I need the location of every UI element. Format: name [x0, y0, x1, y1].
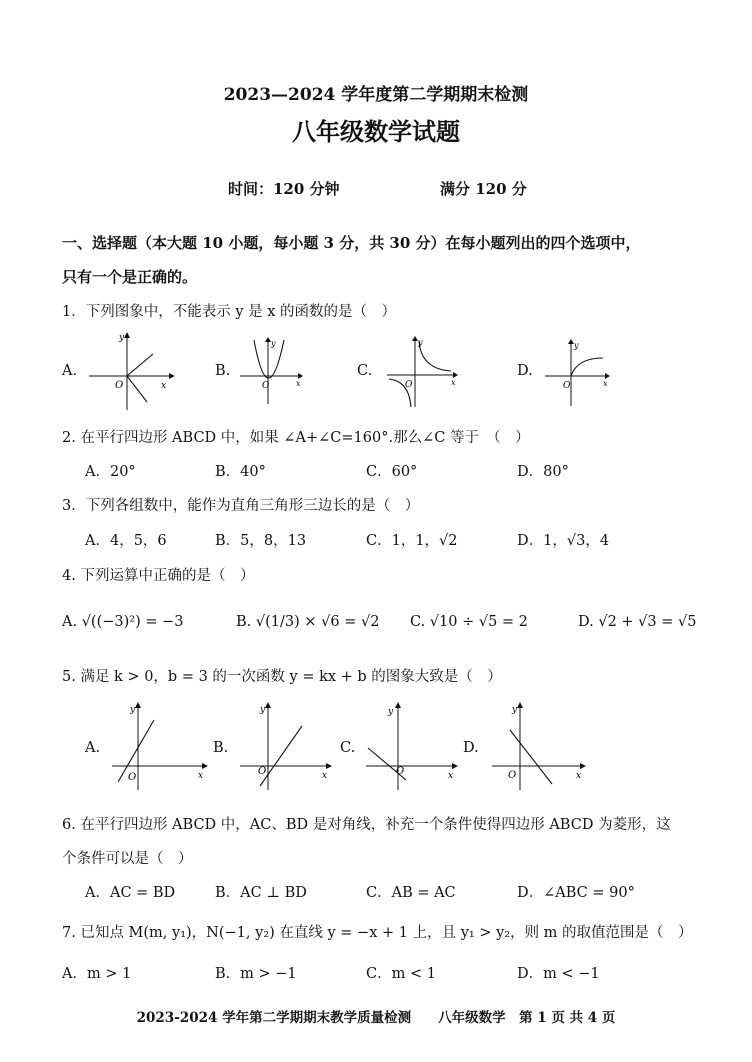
q1b-y-label: y [271, 339, 276, 348]
q1-graph-b [238, 336, 304, 408]
q5-graph-d [490, 700, 590, 792]
q1-label-c: C. [357, 363, 373, 379]
q5b-x-label: x [322, 771, 328, 781]
q7-option-a: A．m > 1 [62, 966, 132, 982]
q1c-origin: O [405, 380, 413, 390]
q5d-x-label: x [576, 771, 582, 781]
question-1-stem: 1．下列图象中，不能表示 y 是 x 的函数的是（ ） [62, 304, 397, 320]
q1d-x-label: x [603, 379, 608, 388]
q1b-x-label: x [296, 379, 301, 388]
q1-label-d: D. [517, 363, 533, 379]
q1-label-a: A. [62, 363, 78, 379]
q5b-origin: O [258, 766, 267, 777]
q1-graph-c [385, 335, 459, 409]
q1c-y-label: y [418, 338, 423, 347]
question-6-stem-line2: 个条件可以是（ ） [62, 851, 193, 867]
q5-graph-c [364, 700, 460, 792]
q5-label-c: C. [340, 740, 356, 756]
q5a-x-label: x [198, 771, 204, 781]
q4-option-d: D. √2 + √3 = √5 [578, 614, 697, 630]
question-5-stem: 5. 满足 k > 0，b = 3 的一次函数 y = kx + b 的图象大致是（ ） [62, 669, 502, 685]
q5a-origin: O [128, 772, 137, 783]
q7-option-b: B．m > −1 [215, 966, 297, 982]
q3-option-b: B．5，8，13 [215, 533, 307, 549]
question-2-stem: 2. 在平行四边形 ABCD 中，如果 ∠A+∠C=160°.那么∠C 等于 （ ） [62, 430, 530, 446]
q1b-origin: O [262, 381, 270, 391]
q5-label-d: D. [463, 740, 479, 756]
q5-label-a: A. [85, 740, 101, 756]
q6-option-c: C．AB = AC [366, 885, 456, 901]
q7-option-d: D．m < −1 [517, 966, 600, 982]
q5-graph-a [110, 700, 210, 792]
page-title: 八年级数学试题 [292, 117, 460, 146]
exam-subtitle: 2023—2024 学年度第二学期期末检测 [223, 85, 529, 105]
q2-option-b: B．40° [215, 464, 266, 480]
q1-graph-d [543, 338, 611, 408]
q1a-origin: O [115, 380, 124, 391]
q1c-x-label: x [451, 378, 456, 387]
q2-option-c: C．60° [366, 464, 418, 480]
q7-option-c: C．m < 1 [366, 966, 436, 982]
q5c-origin: O [396, 766, 405, 777]
q4-option-a: A. √((−3)²) = −3 [62, 614, 184, 630]
q5d-y-label: y [512, 705, 518, 715]
question-4-stem: 4. 下列运算中正确的是（ ） [62, 568, 255, 584]
q4-option-c: C. √10 ÷ √5 = 2 [410, 614, 528, 630]
q4-option-b: B. √(1/3) × √6 = √2 [236, 614, 380, 630]
q6-option-a: A．AC = BD [85, 885, 176, 901]
q5-graph-b [238, 700, 334, 792]
q1-label-b: B. [215, 363, 231, 379]
section-heading-line2: 只有一个是正确的。 [62, 268, 198, 286]
q6-option-b: B．AC ⊥ BD [215, 885, 307, 901]
q5c-x-label: x [448, 771, 454, 781]
q1d-y-label: y [574, 341, 579, 350]
q5b-y-label: y [260, 705, 266, 715]
q5d-origin: O [508, 770, 517, 781]
exam-score: 满分 120 分 [440, 180, 527, 198]
q1-graph-a [85, 330, 175, 412]
question-6-stem-line1: 6. 在平行四边形 ABCD 中，AC、BD 是对角线，补充一个条件使得四边形 ABCD 为菱形，这 [62, 817, 671, 833]
section-heading-line1: 一、选择题（本大题 10 小题，每小题 3 分，共 30 分）在每小题列出的四个选项中， [62, 234, 641, 252]
q3-option-c: C．1，1，√2 [366, 533, 458, 549]
q1d-origin: O [563, 381, 571, 391]
question-7-stem: 7. 已知点 M(m, y₁)，N(−1, y₂) 在直线 y = −x + 1 上，且 y₁ > y₂，则 m 的取值范围是（ ） [62, 925, 693, 941]
q5c-y-label: y [388, 707, 394, 717]
q2-option-d: D．80° [517, 464, 569, 480]
page-footer: 2023-2024 学年第二学期期末教学质量检测 八年级数学 第 1 页 共 4 页 [136, 1010, 616, 1026]
q3-option-a: A．4，5，6 [85, 533, 167, 549]
exam-time: 时间：120 分钟 [228, 180, 340, 198]
q5a-y-label: y [130, 705, 136, 715]
q3-option-d: D．1，√3，4 [517, 533, 610, 549]
q2-option-a: A．20° [85, 464, 136, 480]
q1a-x-label: x [161, 381, 167, 391]
q1a-y-label: y [119, 333, 125, 343]
q5-label-b: B. [213, 740, 229, 756]
question-3-stem: 3．下列各组数中，能作为直角三角形三边长的是（ ） [62, 498, 420, 514]
q6-option-d: D．∠ABC = 90° [517, 885, 635, 901]
